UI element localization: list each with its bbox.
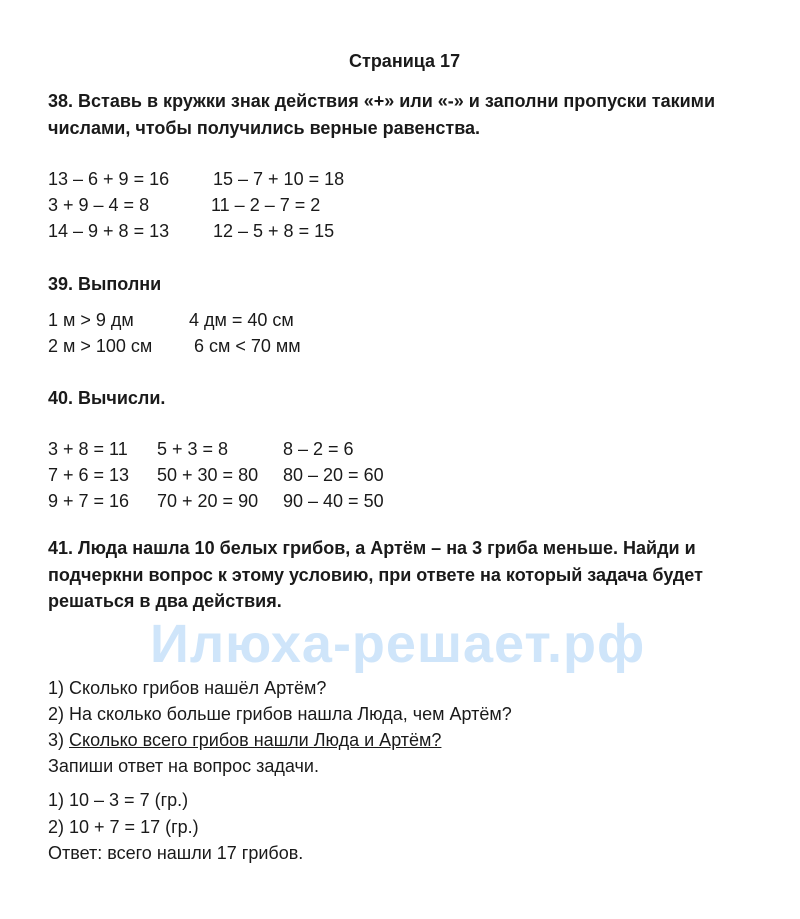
equation: 12 – 5 + 8 = 15 [213, 221, 335, 241]
solution-step: 1) 10 – 3 = 7 (гр.) [48, 790, 189, 810]
task-41-heading: решаться в два действия. [48, 591, 282, 611]
equation: 7 + 6 = 13 [48, 465, 130, 485]
equation: 8 – 2 = 6 [283, 439, 354, 459]
equation: 14 – 9 + 8 = 13 [48, 221, 170, 241]
equation: 90 – 40 = 50 [283, 491, 384, 511]
equation: 80 – 20 = 60 [283, 465, 384, 485]
solution-step: 2) 10 + 7 = 17 (гр.) [48, 817, 199, 837]
equation: 15 – 7 + 10 = 18 [213, 169, 345, 189]
equation: 5 + 3 = 8 [157, 439, 229, 459]
equation: 3 + 9 – 4 = 8 [48, 195, 150, 215]
underlined-question: Сколько всего грибов нашли Люда и Артём? [69, 730, 442, 750]
equation: 50 + 30 = 80 [157, 465, 259, 485]
option-number: 3) [48, 730, 70, 750]
comparison: 4 дм = 40 см [189, 310, 294, 330]
equation: 11 – 2 – 7 = 2 [211, 195, 321, 215]
task-38-heading: 38. Вставь в кружки знак действия «+» или «-» и заполни пропуски такими [48, 91, 716, 111]
watermark: Илюха-решает.рф [150, 614, 646, 674]
task-41-heading: 41. Люда нашла 10 белых грибов, а Артём – на 3 гриба меньше. Найди и [48, 538, 696, 558]
equation: 3 + 8 = 11 [48, 439, 128, 459]
question-option: 1) Сколько грибов нашёл Артём? [48, 678, 327, 698]
comparison: 2 м > 100 см [48, 336, 153, 356]
task-41-heading: подчеркни вопрос к этому условию, при ответе на который задача будет [48, 565, 703, 585]
equation: 13 – 6 + 9 = 16 [48, 169, 170, 189]
equation: 9 + 7 = 16 [48, 491, 130, 511]
page-title: Страница 17 [349, 51, 461, 71]
comparison: 1 м > 9 дм [48, 310, 134, 330]
task-39-heading: 39. Выполни [48, 274, 162, 294]
comparison: 6 см < 70 мм [194, 336, 301, 356]
equation: 70 + 20 = 90 [157, 491, 259, 511]
instruction: Запиши ответ на вопрос задачи. [48, 756, 319, 776]
question-option-selected [48, 729, 441, 751]
task-40-heading: 40. Вычисли. [48, 388, 166, 408]
answer: Ответ: всего нашли 17 грибов. [48, 843, 304, 863]
question-option: 2) На сколько больше грибов нашла Люда, чем Артём? [48, 704, 512, 724]
task-38-heading: числами, чтобы получились верные равенства. [48, 118, 481, 138]
